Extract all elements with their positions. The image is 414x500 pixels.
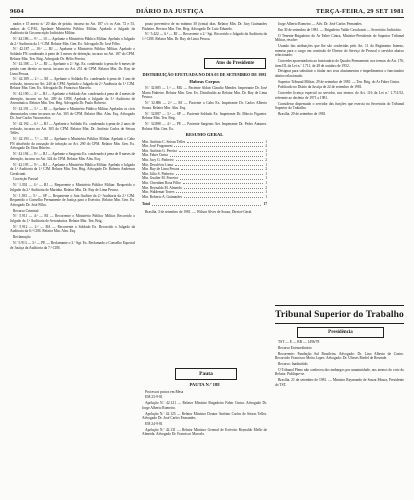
- paragraph: prazo preventivo de no mínimo 30 (trinta) dias. Relator Min. Dr. Jacy Guimarães Pinheiro. Revisor Min. Ten. Brig. Advogado Dr. Luiz Eduardo.: [142, 22, 267, 31]
- distribution-heading: DISTRIBUIÇÃO EFETUADA NO DIA 03 DE SETEMBRO DE 1981: [142, 72, 267, 77]
- paragraph: N.º 42.186 — 9.ª — 10 — Apelante o Ministério Público Militar. Apelado o Julgado da 2.ª Auditoria da 1.ª CJM. Relator Min. Gen. Ex. Advogado Dr. José Filho.: [10, 36, 135, 46]
- minister-summary-table: [142, 140, 267, 200]
- minister-name: Min. Cherubim Rosa Filho: [142, 181, 181, 186]
- minister-count: 1: [265, 148, 267, 153]
- paragraph: Usando das atribuições que lhe são conferidas pelo Art. 11 do Regimento Interno, nomear para o cargo em comissão de Diretor do Serviço de Pessoal o servidor abaixo relacionado:: [275, 43, 404, 58]
- dot-leader: [183, 181, 263, 184]
- column-1: [10, 22, 135, 494]
- minister-count: 2: [265, 167, 267, 172]
- paragraph: O Tribunal Pleno não conheceu dos embargos por unanimidade, nos termos do voto do Relator. Publique-se.: [275, 367, 404, 377]
- minister-count: 2: [265, 158, 267, 163]
- minister-count: 1: [265, 153, 267, 158]
- paragraph: EM 24-9-81: [145, 421, 163, 426]
- paragraph: N.º 32.888 — 4.ª — PE — Paciente Sargento Aer. Impetrante Dr. Pedro Antunes. Relator Min. Gen. Ex.: [142, 121, 267, 131]
- dot-leader: [176, 172, 264, 175]
- section-presidencia: Presidência: [297, 327, 384, 338]
- section-pauta: Pauta: [175, 368, 237, 380]
- header-rule: [10, 17, 404, 18]
- minister-name: Min. Júlio S. Pinheiro: [142, 171, 174, 176]
- section-tribunal-superior-trabalho: Tribunal Superior do Trabalho: [275, 305, 404, 324]
- paragraph: Brasília, 29 de setembro de 1981.: [278, 111, 327, 116]
- paragraph: N.º 42.190 — 4.ª — RJ — Apelante o Soldado Aer. condenado à pena de 4 meses de detenção, incurso no Art. 209 do CPM. Apelado o Julgado da 3.ª Auditoria de Aeronáutica. Relator Min. Ten. Brig. Advogado Dr. Paulo Roberto.: [10, 92, 135, 106]
- dot-leader: [184, 186, 264, 189]
- minister-name: Min. José Fragomeni: [142, 144, 173, 149]
- minister-name: Min. Faber Cintra: [142, 153, 168, 158]
- minister-name: Min. Gualter M. Ferreira: [142, 176, 178, 181]
- summary-total: [142, 202, 267, 207]
- dot-leader: [170, 153, 263, 156]
- paragraph: N.º 5.911 — 4.ª — RJ — Recorrente o Ministério Público Militar. Recorrido o Julgado da 1.ª Auditoria de Aeronáutica. Relator Min. Ten. Brig.: [10, 214, 135, 223]
- minister-count: 2: [265, 185, 267, 190]
- minister-count: 1: [265, 190, 267, 195]
- paragraph: Apelação N.º 42.121 — Relator Ministro Brigadeiro Faber Cintra. Advogado Dr. Jorge Alberto Romeiro.: [142, 401, 267, 410]
- paragraph: EM 23-9-81: [145, 395, 163, 400]
- paragraph: N.º 5.913 — 3.ª — PE — Reclamante o 3.º Sgt. Ex. Reclamado o Conselho Especial de Justiça da Auditoria da 7.ª CJM.: [10, 240, 135, 250]
- paragraph: N.º 42.187 — 10.ª — RJ — Apelante o Ministério Público Militar, Apelado o Soldado FN condenado à pena de 3 meses de detenção, incurso no Art. 187 do CPM. Relator Min. Ten. Brig. Advogado Dr. Hélio Pereira.: [10, 47, 135, 61]
- paragraph: Jorge Alberto Romeiro — Adv. Dr. José Carlos Fernandes.: [278, 22, 363, 26]
- total-value: 17: [263, 202, 267, 207]
- paragraph: Apelação N.º 42.125 — Relator Ministro Doutor Antônio Carlos de Seixas Telles. Advogado Dr. José Carlos Fernandes.: [142, 411, 267, 421]
- dot-leader: [176, 190, 263, 193]
- page-date: TERÇA-FEIRA, 29 SET 1981: [315, 7, 404, 15]
- minister-name: Min. Jacy G. Pinheiro: [142, 158, 174, 163]
- paragraph: Conceder licença especial ao servidor, nos termos do Art. 116 da Lei n.º 1.711/52, referente ao decênio de 1971 a 1981.: [275, 91, 404, 100]
- minister-count: 1: [265, 139, 267, 144]
- paragraph: N.º 42.194 — 8.ª — RJ — Apelante o Sargento Ex. condenado à pena de 8 meses de detenção, incurso no Art. 324 do CPM. Relator Min. Alm. Esq.: [10, 152, 135, 161]
- paragraph: N.º 42.188 — 1.ª — RJ — Apelante o 2.º Sgt. Ex. condenado à pena de 6 meses de prisão com direito ao sursis, incurso no Art. 251 do CPM. Relator Min. Dr. Ruy de Lima Pessoa.: [10, 62, 135, 76]
- paragraph: N.º 5.912 — 2.ª — BA — Recorrente o Soldado Ex. Recorrido o Julgado da Auditoria da 6.ª CJM. Relator Min. Alm. Esq.: [10, 224, 135, 234]
- habeas-list: [142, 86, 267, 131]
- habeas-heading: Habeas Corpus: [189, 78, 220, 84]
- paragraph: Conceder aposentadoria ao funcionário do Quadro Permanente, nos termos do Art. 176, item III, da Lei n.º 1.711, de 28 de outubro de 1952.: [275, 58, 404, 68]
- paragraph: TST — E — RR — 1496/78: [278, 340, 320, 344]
- paragraph: Processos postos em Mesa: [145, 389, 184, 394]
- column-3-top: [275, 22, 404, 298]
- column-2-middle: [142, 70, 267, 362]
- paragraph: Correição Parcial: [13, 177, 39, 182]
- paragraph: N.º 1.393 — 5.ª — SP — Requerente o Juiz-Auditor da 2.ª Auditoria da 2.ª CJM. Requerido o Conselho Permanente de Justiça para o Exército. Relator Min. Gen. Ex. Advogado Dr. José Filho.: [10, 193, 135, 207]
- column-3-bottom: [275, 340, 404, 494]
- paragraph: N.º 1.392 — 4.ª — RJ — Requerente o Ministério Público Militar. Requerido o Julgado da 2.ª Auditoria de Marinha. Relator Min. Dr. Ruy de Lima Pessoa.: [10, 183, 135, 192]
- paragraph: Reclamação: [13, 235, 31, 240]
- paragraph: Recurso Criminal: [13, 208, 39, 213]
- dot-leader: [180, 176, 263, 179]
- paragraph: Brasília, 21 de setembro de 1981. — Ministro Raymundo de Souza Moura, Presidente do TST.: [275, 378, 404, 387]
- paragraph: Considerar dispensado o servidor das funções que exercia na Secretaria do Tribunal Superior do Trabalho.: [275, 101, 404, 111]
- paragraph: Apelação N.º 42.131 — Relator Ministro General de Exército Reynaldo Mello de Almeida. Advogado Dr. Francisco Marcelo.: [142, 427, 267, 437]
- dot-leader: [176, 158, 264, 161]
- journal-title: DIÁRIO DA JUSTIÇA: [135, 7, 204, 15]
- paragraph: Recurso: Inadmitido.: [278, 361, 309, 366]
- total-label: Total: [142, 202, 150, 207]
- paragraph: N.º 42.195 — 9.ª — RJ — Apelante o Ministério Público Militar. Apelado o Julgado da 1.ª Auditoria da 1.ª CJM. Relator Min. Ten. Brig. Advogado Dr. Roberto Anderson Cavalcanti.: [10, 162, 135, 176]
- dot-leader: [187, 140, 263, 143]
- minister-count: 1: [265, 162, 267, 167]
- minister-name: Min. Ruy de Lima Pessoa: [142, 167, 180, 172]
- paragraph: N.º 42.189 — 2.ª — RJ — Apelante o Soldado Ex. condenado à pena de 1 ano de reclusão, incurso no Art. 240 do CPM. Apelado o Julgado da 2.ª Auditoria da 1.ª CJM. Relator Min. Gen. Ex. Advogado Dr. Francisco Marcelo.: [10, 77, 135, 91]
- minister-name: Min. Deoclécio Lima: [142, 162, 173, 167]
- dot-leader: [181, 167, 263, 170]
- paragraph: O Tenente-Brigadeiro do Ar Faber Cintra, Ministro-Presidente do Superior Tribunal Militar, resolve:: [275, 33, 404, 43]
- dot-leader: [179, 149, 263, 152]
- paragraph: Superior Tribunal Militar, 29 de setembro de 1981. — Ten. Brig. do Ar Faber Cintra.: [278, 79, 400, 84]
- paragraph: Em 30 de setembro de 1981. — Brigadeiro Valdir Cavalcanti — Secretário Judiciário.: [278, 27, 402, 32]
- minister-count: 2: [265, 144, 267, 149]
- paragraph: Designar para substituir o titular nos seus afastamentos e impedimentos o funcionário abaixo relacionado.: [275, 69, 404, 78]
- paragraph: N.º 32.887 — 3.ª — SP — Paciente Soldado Ex. Impetrante Dr. Márcio Figueira. Relator Min. Ten. Brig.: [142, 111, 267, 121]
- summary-heading: RESUMO GERAL: [185, 132, 224, 138]
- minister-count: 1: [265, 171, 267, 176]
- paragraph: Recorrente: Fundação Sul Brasileira. Advogado: Dr. Lino Alberto de Castro. Recorrido: Francisco Meira Lopes. Advogado: Dr. Ulisses Riedel de Resende.: [275, 351, 404, 361]
- paragraph: N.º 32.885 — 1.ª — MG — Paciente Aldair Claudio Mendes. Impetrante Dr. José Maria Pinheiro. Relator Min. Gen. Ex. Distribuído ao Relator Min. Dr. Ruy de Lima Pessoa.: [142, 86, 267, 100]
- minister-count: 1: [265, 176, 267, 181]
- column-2-top: [142, 22, 267, 56]
- summary-row: [142, 195, 267, 200]
- paragraph: nados e 15 anexo n.º 20 dias de prisão, incurso no Art. 187 c/c os Arts. 72 e 53, ambos do C.P.M., Apelante Ministério Público Militar, Apelado o Julgado da Auditoria da Circunscrição Judiciária Militar.: [10, 22, 135, 36]
- dot-leader: [175, 163, 263, 166]
- minister-name: Min. Roberto A. Guimarães: [142, 194, 183, 199]
- paragraph: Recurso Extraordinário: [278, 345, 312, 350]
- paragraph: Publicado no Diário da Justiça de 22 de setembro de 1981.: [278, 85, 363, 90]
- page-number: 9604: [10, 7, 24, 15]
- paragraph: N.º 42.193 — 7.ª — RJ — Apelante o Ministério Público Militar. Apelado o Cabo FN absolvido da acusação de infração ao Art. 290 do CPM. Relator Min. Gen. Ex. Advogado Dr. Ilton Ribeiro.: [10, 137, 135, 151]
- minister-name: Min. Reynaldo M. Almeida: [142, 185, 182, 190]
- pauta-list: [142, 390, 267, 437]
- minister-count: 1: [265, 181, 267, 186]
- column-2-bottom: [142, 381, 267, 494]
- paragraph: N.º 32.886 — 2.ª — RJ — Paciente o Cabo Ex. Impetrante Dr. Carlos Alberto Souza. Relator Min. Alm. Esq.: [142, 101, 267, 110]
- minister-name: Min. Antônio C. Seixas Telles: [142, 139, 186, 144]
- page-header: [10, 6, 404, 16]
- pauta-number: PAUTA N.º 188: [189, 382, 220, 387]
- minister-name: Min. Waldemar Torres: [142, 190, 175, 195]
- distribution-closing: Brasília, 3 de setembro de 1981. — Wilson Alves de Souza, Diretor-Geral.: [145, 210, 253, 214]
- dot-leader: [184, 195, 263, 198]
- minister-count: 1: [265, 194, 267, 199]
- dot-leader: [174, 144, 263, 147]
- paragraph: N.º 42.191 — 5.ª — RJ — Apelante o Ministério Público Militar. Apelados os civis denunciados como incursos no Art. 303 do CPM. Relator Min. Alm. Esq. Advogado Dr. José Carlos Vasconcelos.: [10, 107, 135, 121]
- paragraph: N.º 5.422 — 6.ª — RJ — Recorrente o 2.º Sgt. Recorrido o Julgado da Auditoria da 1.ª CJM. Relator Min. Dr. Ruy de Lima Pessoa.: [142, 32, 267, 41]
- minister-name: Min. Antônio G. Pereira: [142, 148, 177, 153]
- paragraph: N.º 42.192 — 6.ª — RJ — Apelante o Soldado Ex. condenado à pena de 2 anos de reclusão, incurso no Art. 305 do CPM. Relator Min. Dr. Antônio Carlos de Seixas Telles.: [10, 122, 135, 136]
- section-atos-presidente: Atos do Presidente: [204, 58, 266, 69]
